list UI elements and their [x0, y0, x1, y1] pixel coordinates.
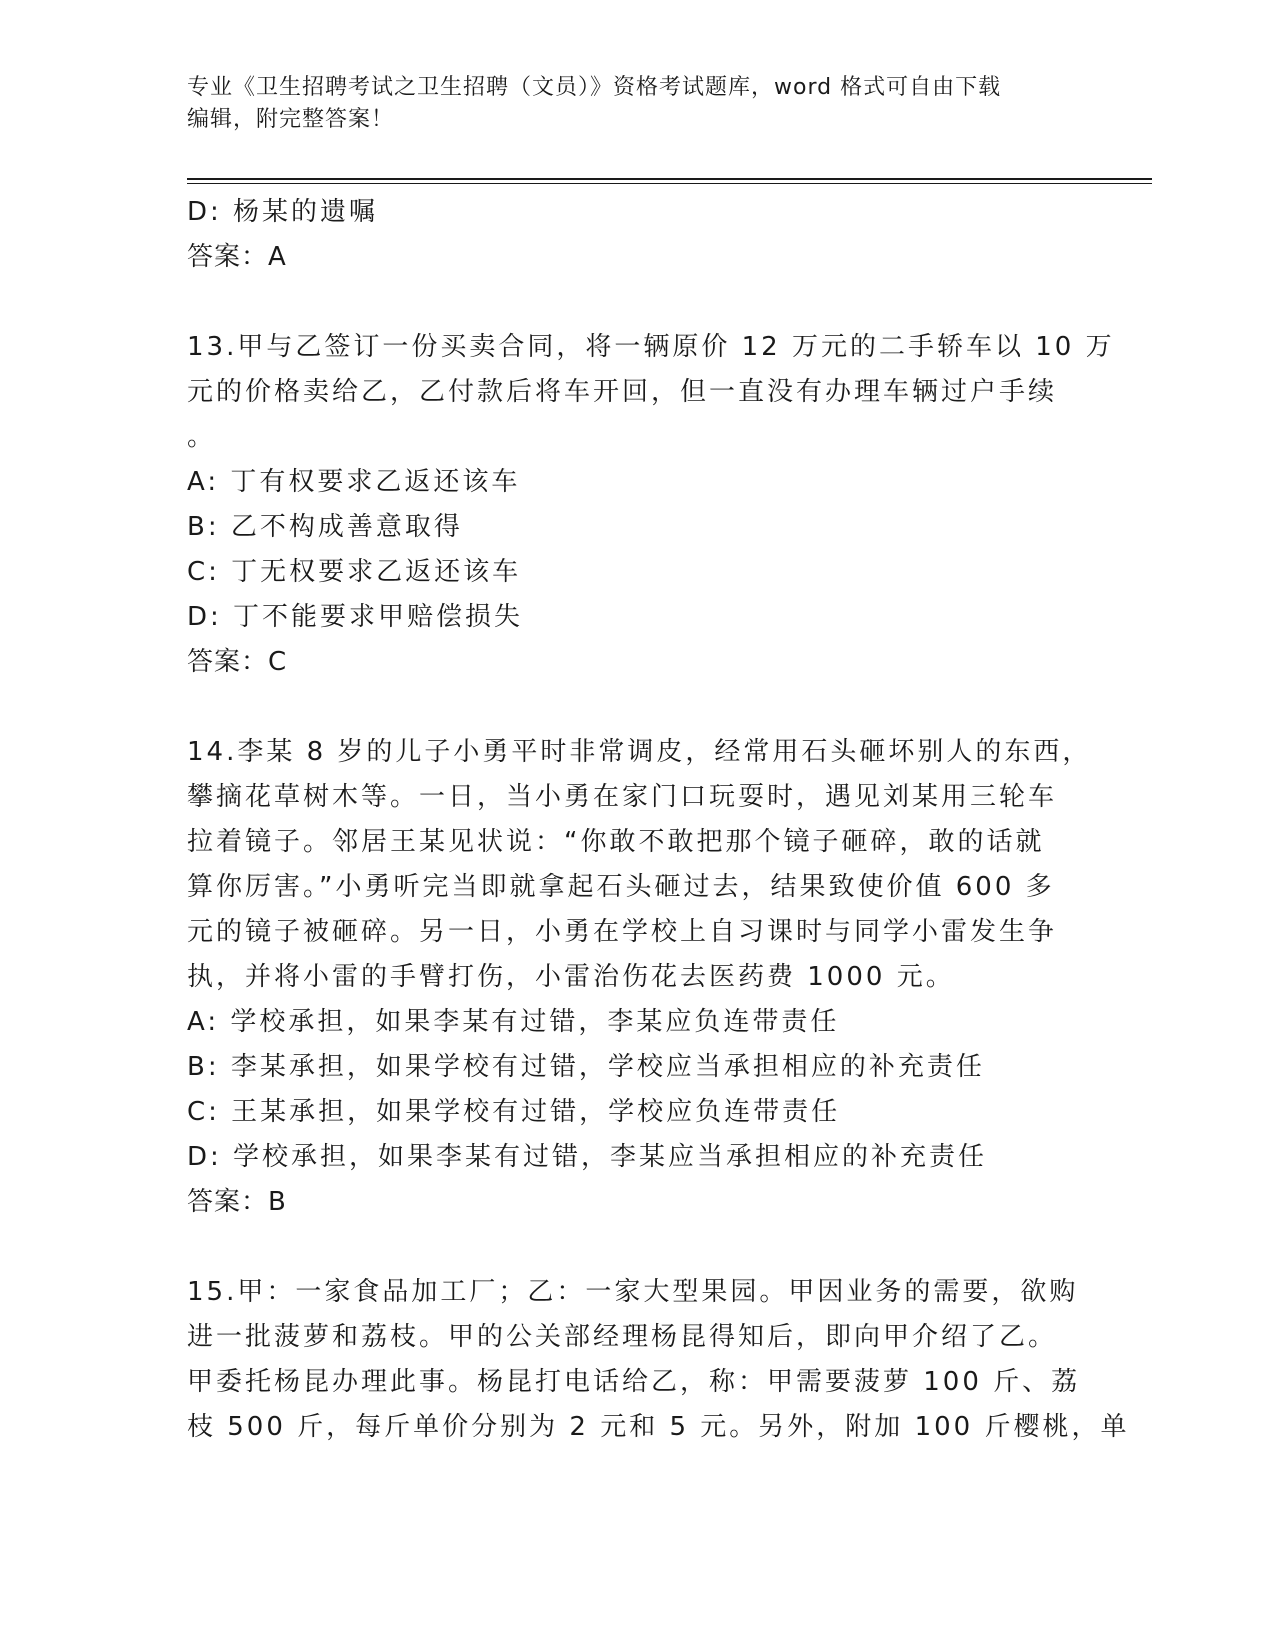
spacer	[187, 685, 1067, 730]
question-15-line: 甲委托杨昆办理此事。杨昆打电话给乙，称：甲需要菠萝 100 斤、荔	[187, 1367, 1081, 1397]
question-13-option-d: D: 丁不能要求甲赔偿损失	[187, 602, 524, 632]
question-13-line: 。	[187, 422, 217, 452]
header-line-1: 专业《卫生招聘考试之卫生招聘（文员）》资格考试题库，word 格式可自由下载	[187, 75, 1002, 100]
header-divider-thick	[187, 178, 1152, 180]
question-15-line: 进一批菠萝和荔枝。甲的公关部经理杨昆得知后，即向甲介绍了乙。	[187, 1322, 1058, 1352]
question-14-answer: 答案：B	[187, 1187, 287, 1217]
spacer	[187, 1225, 1067, 1270]
question-15-line: 15.甲：一家食品加工厂；乙：一家大型果园。甲因业务的需要，欲购	[187, 1277, 1079, 1307]
question-14-line: 元的镜子被砸碎。另一日，小勇在学校上自习课时与同学小雷发生争	[187, 917, 1058, 947]
question-13	[187, 325, 1115, 685]
question-14	[187, 730, 1092, 1225]
question-13-line: 13.甲与乙签订一份买卖合同，将一辆原价 12 万元的二手轿车以 10 万	[187, 332, 1115, 362]
question-13-option-c: C: 丁无权要求乙返还该车	[187, 557, 522, 587]
prev-option-d: D: 杨某的遗嘱	[187, 197, 379, 227]
question-13-option-a: A: 丁有权要求乙返还该车	[187, 467, 521, 497]
question-14-option-a: A: 学校承担，如果李某有过错，李某应负连带责任	[187, 1007, 840, 1037]
question-13-option-b: B: 乙不构成善意取得	[187, 512, 463, 542]
document-body	[187, 190, 1130, 1450]
question-14-option-b: B: 李某承担，如果学校有过错，学校应当承担相应的补充责任	[187, 1052, 985, 1082]
question-14-line: 执，并将小雷的手臂打伤，小雷治伤花去医药费 1000 元。	[187, 962, 955, 992]
spacer	[187, 280, 1067, 325]
question-14-option-c: C: 王某承担，如果学校有过错，学校应负连带责任	[187, 1097, 841, 1127]
question-13-answer: 答案：C	[187, 647, 288, 677]
question-14-line: 算你厉害。”小勇听完当即就拿起石头砸过去，结果致使价值 600 多	[187, 872, 1055, 902]
question-15-line: 枝 500 斤，每斤单价分别为 2 元和 5 元。另外，附加 100 斤樱桃，单	[187, 1412, 1130, 1442]
question-13-line: 元的价格卖给乙，乙付款后将车开回，但一直没有办理车辆过户手续	[187, 377, 1058, 407]
header-line-2: 编辑，附完整答案！	[187, 107, 395, 132]
page-header	[187, 72, 1067, 136]
question-15	[187, 1270, 1130, 1450]
question-14-line: 攀摘花草树木等。一日，当小勇在家门口玩耍时，遇见刘某用三轮车	[187, 782, 1058, 812]
question-14-option-d: D: 学校承担，如果李某有过错，李某应当承担相应的补充责任	[187, 1142, 988, 1172]
prev-answer: 答案：A	[187, 242, 287, 272]
question-14-line: 拉着镜子。邻居王某见状说：“你敢不敢把那个镜子砸碎，敢的话就	[187, 827, 1045, 857]
header-divider-thin	[187, 183, 1152, 184]
question-14-line: 14.李某 8 岁的儿子小勇平时非常调皮，经常用石头砸坏别人的东西，	[187, 737, 1092, 767]
